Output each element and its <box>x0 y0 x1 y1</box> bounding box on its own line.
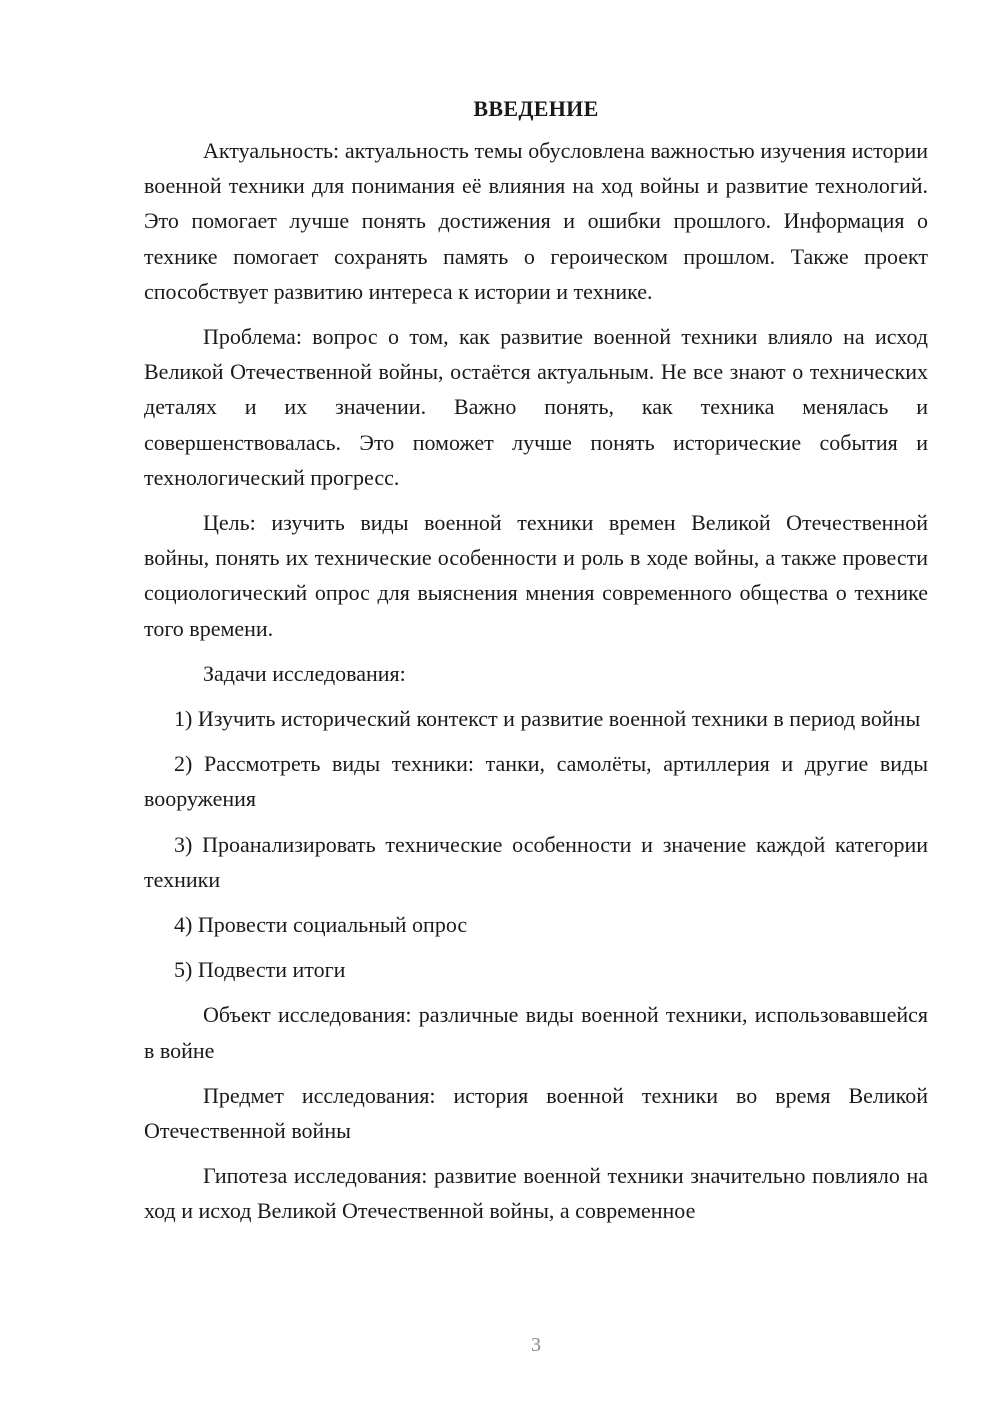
task-item-1: 1) Изучить исторический контекст и развитие военной техники в период войны <box>174 706 921 732</box>
document-page <box>144 92 928 1239</box>
task-item-2: 2) Рассмотреть виды техники: танки, самолёты, артиллерия и другие виды вооружения <box>144 751 928 812</box>
actuality-paragraph: Актуальность: актуальность темы обусловлена важностью изучения истории военной техники для понимания её влияния на ход войны и развитие технологий. Это помогает лучше понять достижения и ошибки прошлого. Информация о технике помогает сохранять память о героическом прошлом. Также проект способствует развитию интереса к истории и технике. <box>144 138 928 304</box>
object-paragraph: Объект исследования: различные виды военной техники, использовавшейся в войне <box>144 1002 928 1063</box>
goal-paragraph: Цель: изучить виды военной техники времен Великой Отечественной войны, понять их технические особенности и роль в ходе войны, а также провести социологический опрос для выяснения мнения современного общества о технике того времени. <box>144 510 928 641</box>
page-number: 3 <box>531 1334 541 1356</box>
tasks-heading: Задачи исследования: <box>203 660 406 686</box>
task-item-4: 4) Провести социальный опрос <box>174 912 468 938</box>
hypothesis-paragraph: Гипотеза исследования: развитие военной техники значительно повлияло на ход и исход Великой Отечественной войны, а современное <box>144 1163 928 1224</box>
problem-paragraph: Проблема: вопрос о том, как развитие военной техники влияло на исход Великой Отечественной войны, остаётся актуальным. Не все знают о технических деталях и их значении. Важно понять, как техника менялась и совершенствовалась. Это поможет лучше понять исторические события и технологический прогресс. <box>144 324 928 490</box>
subject-paragraph: Предмет исследования: история военной техники во время Великой Отечественной войны <box>144 1082 928 1144</box>
task-item-3: 3) Проанализировать технические особенности и значение каждой категории техники <box>144 831 928 892</box>
task-item-5: 5) Подвести итоги <box>174 957 346 983</box>
section-title: ВВЕДЕНИЕ <box>473 96 599 121</box>
